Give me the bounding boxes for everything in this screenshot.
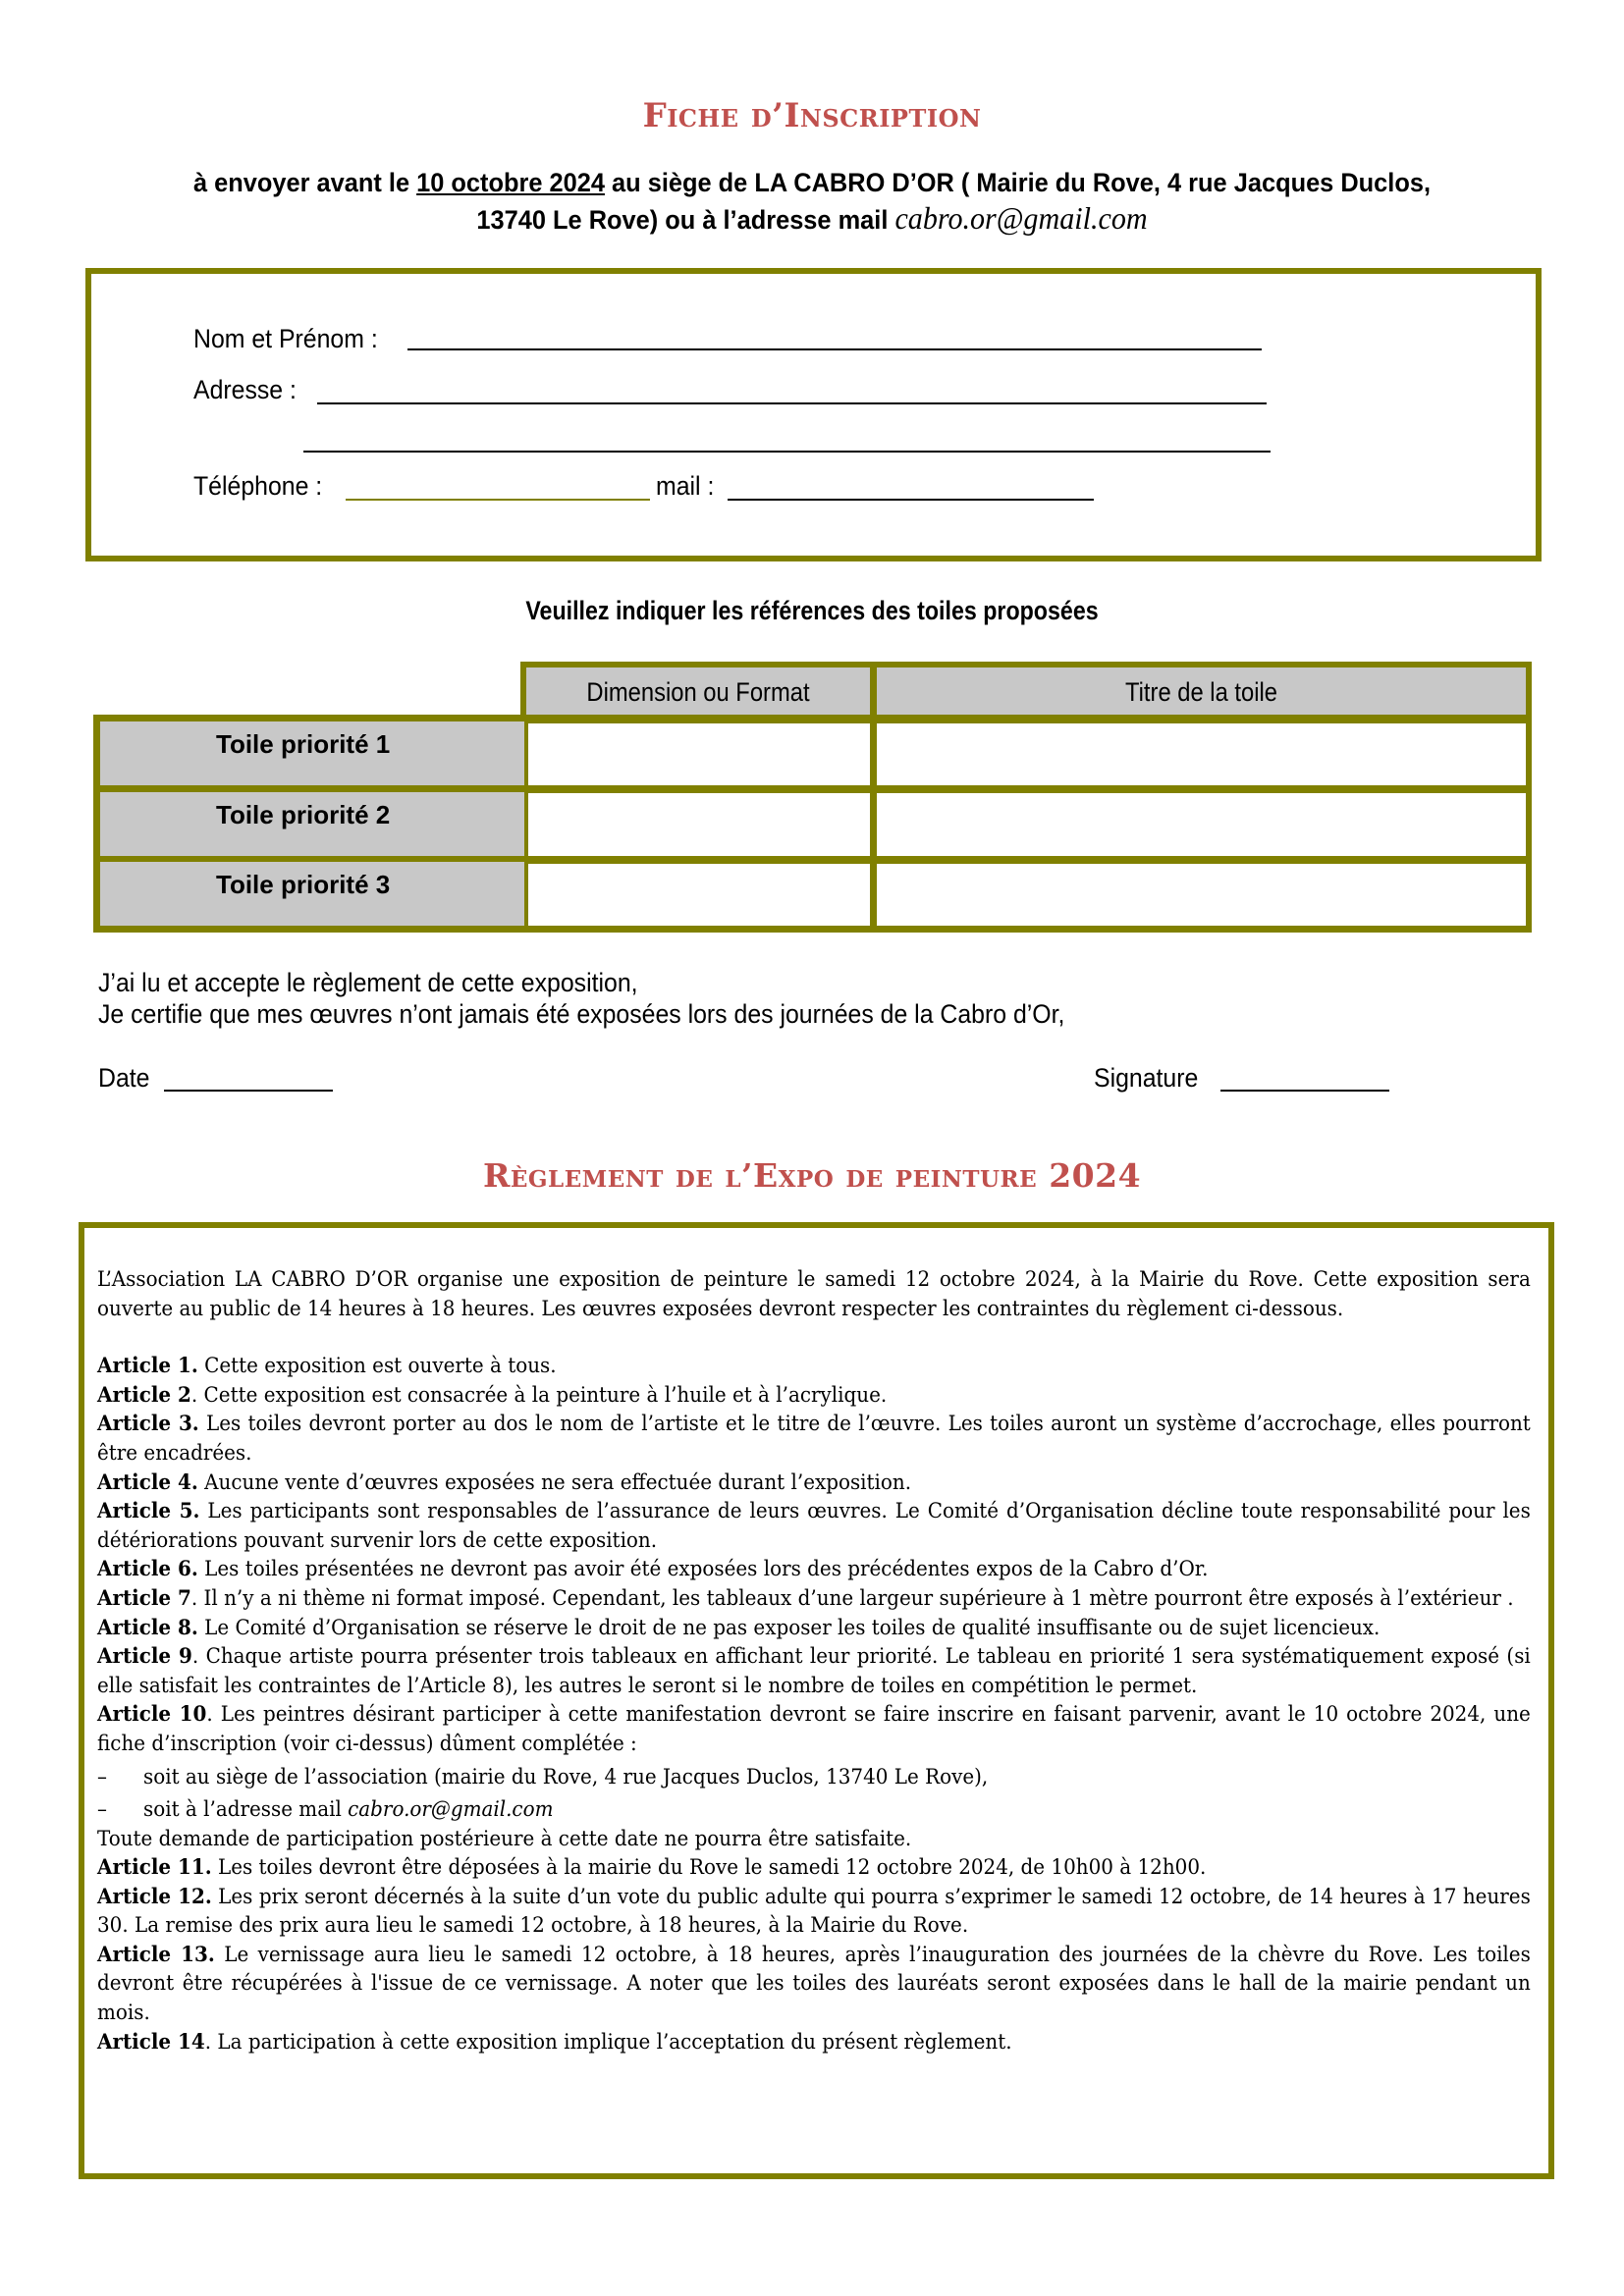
phone-label: Téléphone :: [193, 471, 323, 501]
article-item: [97, 1852, 1531, 1882]
name-label: Nom et Prénom :: [193, 324, 378, 353]
article-label: Article 9: [97, 1643, 192, 1669]
article-10-option-2: [97, 1794, 1531, 1824]
article-label: Article 5.: [97, 1498, 200, 1523]
article-text: . Les peintres désirant participer à cette manifestation devront se faire inscrire en faisant parvenir, avant le 10 octobre 2024, une fiche d’inscription (voir ci-dessus) dûment complétée :: [97, 1701, 1531, 1755]
date-field[interactable]: [164, 1090, 333, 1092]
header-dimension-label: Dimension ou Format: [586, 677, 810, 707]
article-text: . La participation à cette exposition implique l’acceptation du présent règlement.: [204, 2028, 1012, 2054]
mail-field[interactable]: [728, 499, 1094, 501]
rules-intro: L’Association LA CABRO D’OR organise une exposition de peinture le samedi 12 octobre 2024, à la Mairie du Rove. Cette exposition sera ouverte au public de 14 heures à 18 heures. Les œuvres exposées devront respecter les contraintes du règlement ci-dessous.: [97, 1266, 1531, 1320]
article-text: Aucune vente d’œuvres exposées ne sera effectuée durant l’exposition.: [197, 1468, 912, 1494]
article-label: Article 7: [97, 1584, 191, 1610]
article-text: . Il n’y a ni thème ni format imposé. Cependant, les tableaux d’une largeur supérieure à 1 mètre pourront être exposés à l’extérieur .: [190, 1584, 1514, 1610]
rules-title: Règlement de l’Expo de peinture 2024: [482, 1156, 1142, 1195]
date-label: Date: [98, 1063, 150, 1093]
row-3-dimension-input[interactable]: [528, 864, 870, 926]
signature-field[interactable]: [1220, 1090, 1389, 1092]
intro-text-1: à envoyer avant le: [192, 168, 417, 197]
article-label: Article 4.: [97, 1468, 198, 1494]
article-text: Le vernissage aura lieu le samedi 12 octobre, à 18 heures, après l’inauguration des journées de la chèvre du Rove. Les toiles devront être récupérées à l'issue de ce vernissage. A noter que les toiles des lauréats seront exposées dans le hall de la mairie pendant un mois.: [97, 1941, 1531, 2025]
article-text: Les participants sont responsables de l’assurance de leurs œuvres. Le Comité d’Organisation décline toute responsabilité pour les détériorations pouvant survenir lors de cette exposition.: [97, 1498, 1531, 1552]
table-row-3-header: [100, 862, 524, 926]
row-2-title-input[interactable]: [877, 793, 1526, 856]
article-item: [97, 1351, 1531, 1380]
row-1-label: Toile priorité 1: [216, 729, 391, 759]
article-label: Article 14: [97, 2028, 205, 2054]
article-text: Les prix seront décernés à la suite d’un vote du public adulte qui pourra s’exprimer le samedi 12 octobre, de 14 heures à 17 heures 30. La remise des prix aura lieu le samedi 12 octobre, à 18 heures, à la Mairie du Rove.: [97, 1883, 1531, 1938]
article-label: Article 3.: [97, 1411, 199, 1436]
article-item: [97, 1882, 1531, 1940]
phone-field[interactable]: [346, 499, 650, 501]
article-label: Article 2: [97, 1381, 191, 1407]
option-2-text: soit à l’adresse mail: [143, 1795, 349, 1821]
form-title: Fiche d’Inscription: [642, 96, 982, 135]
header-title-label: Titre de la toile: [1125, 677, 1277, 707]
canvas-section-title: Veuillez indiquer les références des toiles proposées: [525, 596, 1099, 625]
form-intro: [141, 165, 1484, 238]
article-10-note: Toute demande de participation postérieure à cette date ne pourra être satisfaite.: [97, 1825, 912, 1850]
row-3-title-input[interactable]: [877, 864, 1526, 926]
article-item: [97, 1641, 1531, 1699]
article-label: Article 10: [97, 1701, 207, 1727]
article-10-option-1: – soit au siège de l’association (mairie du Rove, 4 rue Jacques Duclos, 13740 Le Rove),: [97, 1758, 1531, 1794]
row-1-title-input[interactable]: [877, 723, 1526, 785]
article-text: Les toiles devront être déposées à la mairie du Rove le samedi 12 octobre 2024, de 10h00 à 12h00.: [211, 1854, 1207, 1880]
article-label: Article 12.: [97, 1883, 212, 1908]
contact-email[interactable]: cabro.or@gmail.com: [894, 200, 1148, 236]
article-text: Le Comité d’Organisation se réserve le droit de ne pas exposer les toiles de qualité insuffisante ou de sujet licencieux.: [197, 1614, 1380, 1639]
article-item: [97, 1699, 1531, 1757]
article-item: [97, 1468, 1531, 1497]
article-label: Article 13.: [97, 1941, 215, 1966]
article-item: [97, 2027, 1531, 2056]
intro-text-2: au siège de LA CABRO D’OR ( Mairie du Rove, 4 rue Jacques Duclos,: [604, 168, 1432, 197]
statement-accept-rules: J’ai lu et accepte le règlement de cette exposition,: [98, 968, 638, 997]
rules-text: [97, 1264, 1531, 2056]
article-item: [97, 1613, 1531, 1642]
article-text: Les toiles devront porter au dos le nom de l’artiste et le titre de l’œuvre. Les toiles auront un système d’accrochage, elles pourront être encadrées.: [97, 1411, 1531, 1465]
article-text: . Cette exposition est consacrée à la peinture à l’huile et à l’acrylique.: [190, 1381, 888, 1407]
article-label: Article 1.: [97, 1353, 198, 1378]
table-row-1-header: [100, 721, 524, 785]
article-item: [97, 1554, 1531, 1583]
article-label: Article 8.: [97, 1614, 198, 1639]
table-row-2-header: [100, 792, 524, 856]
article-item: [97, 1583, 1531, 1613]
address-field-line-2[interactable]: [303, 451, 1271, 453]
intro-text-3: 13740 Le Rove) ou à l’adresse mail: [476, 205, 895, 235]
contact-details-box: [85, 268, 1542, 561]
article-text: . Chaque artiste pourra présenter trois tableaux en affichant leur priorité. Le tableau en priorité 1 sera systématiquement exposé (si elle satisfait les contraintes de l’Article 8), les autres le seront si le nombre de toiles en compétition le permet.: [97, 1643, 1531, 1697]
article-item: [97, 1496, 1531, 1554]
deadline-date: 10 octobre 2024: [416, 168, 605, 197]
article-text: Les toiles présentées ne devront pas avoir été exposées lors des précédentes expos de la Cabro d’Or.: [197, 1556, 1209, 1581]
row-2-label: Toile priorité 2: [216, 800, 391, 829]
articles-end-list: [97, 1852, 1531, 2056]
row-1-dimension-input[interactable]: [528, 723, 870, 785]
table-header-dimension: [526, 667, 870, 715]
article-label: Article 6.: [97, 1556, 198, 1581]
address-field-line-1[interactable]: [317, 402, 1267, 404]
signature-label: Signature: [1094, 1063, 1199, 1093]
statement-certify-works: Je certifie que mes œuvres n’ont jamais été exposées lors des journées de la Cabro d’Or,: [98, 999, 1065, 1029]
mail-label: mail :: [656, 471, 715, 501]
row-2-dimension-input[interactable]: [528, 793, 870, 856]
rules-contact-email[interactable]: cabro.or@gmail.com: [348, 1795, 554, 1821]
article-item: [97, 1940, 1531, 2027]
article-item: [97, 1409, 1531, 1467]
article-label: Article 11.: [97, 1854, 212, 1880]
article-item: [97, 1380, 1531, 1410]
table-header-title: [877, 667, 1526, 715]
row-3-label: Toile priorité 3: [216, 870, 391, 899]
address-label: Adresse :: [193, 375, 297, 404]
article-text: Cette exposition est ouverte à tous.: [197, 1353, 557, 1378]
articles-list: [97, 1351, 1531, 1757]
name-field[interactable]: [407, 348, 1262, 350]
